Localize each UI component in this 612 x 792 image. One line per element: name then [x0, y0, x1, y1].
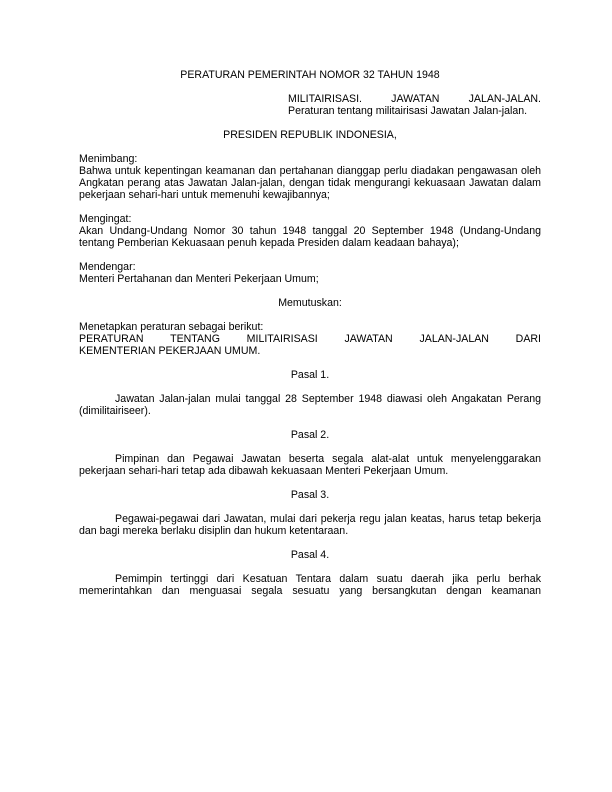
pasal-1-text: Jawatan Jalan-jalan mulai tanggal 28 September 1948 diawasi oleh Angakatan Perang (dimilitairiseer). [79, 393, 541, 417]
document-title: PERATURAN PEMERINTAH NOMOR 32 TAHUN 1948 [180, 69, 440, 81]
section-mengingat [79, 213, 541, 249]
memutuskan-heading: Memutuskan: [278, 297, 342, 309]
mendengar-text: Menteri Pertahanan dan Menteri Pekerjaan Umum; [79, 273, 319, 285]
menimbang-text: Bahwa untuk kepentingan keamanan dan pertahanan dianggap perlu diadakan pengawasan oleh Angkatan perang atas Jawatan Jalan-jalan, dengan tidak mengurangi kekuasaan Jawatan dalam pekerjaan sehari-hari untuk memenuhi kewajibannya; [79, 165, 541, 201]
pasal-1-heading: Pasal 1. [290, 369, 330, 381]
mengingat-label: Mengingat: [79, 213, 132, 225]
section-mendengar [79, 261, 541, 285]
section-menetapkan [79, 321, 541, 357]
pasal-2-text: Pimpinan dan Pegawai Jawatan beserta segala alat-alat untuk menyelenggarakan pekerjaan sehari-hari tetap ada dibawah kekuasaan Menteri Pekerjaan Umum. [79, 453, 541, 477]
pasal-3-text: Pegawai-pegawai dari Jawatan, mulai dari pekerja regu jalan keatas, harus tetap bekerja dan bagi mereka berlaku disiplin dan hukum ketentaraan. [79, 513, 541, 537]
menetapkan-title-line1: PERATURAN TENTANG MILITAIRISASI JAWATAN JALAN-JALAN DARI [79, 333, 541, 345]
pasal-4-text: Pemimpin tertinggi dari Kesatuan Tentara dalam suatu daerah jika perlu berhak memerintahkan dan menguasai segala sesuatu yang bersangkutan dengan keamanan [79, 573, 541, 597]
pasal-4-heading: Pasal 4. [290, 549, 330, 561]
issuer: PRESIDEN REPUBLIK INDONESIA, [223, 129, 397, 141]
pasal-2-heading: Pasal 2. [290, 429, 330, 441]
subject-description: Peraturan tentang militairisasi Jawatan Jalan-jalan. [288, 105, 528, 117]
mendengar-label: Mendengar: [79, 261, 136, 273]
mengingat-text: Akan Undang-Undang Nomor 30 tahun 1948 tanggal 20 September 1948 (Undang-Undang tentang Pemberian Kekuasaan penuh kepada Presiden dalam keadaan bahaya); [79, 225, 541, 249]
menetapkan-label: Menetapkan peraturan sebagai berikut: [79, 321, 264, 333]
menimbang-label: Menimbang: [79, 153, 138, 165]
menetapkan-title-line2: KEMENTERIAN PEKERJAAN UMUM. [79, 345, 261, 357]
section-menimbang [79, 153, 541, 201]
pasal-3-heading: Pasal 3. [290, 489, 330, 501]
document-page [79, 69, 541, 597]
document-subject [288, 93, 541, 117]
subject-heading: MILITAIRISASI. JAWATAN JALAN-JALAN. [288, 93, 541, 105]
